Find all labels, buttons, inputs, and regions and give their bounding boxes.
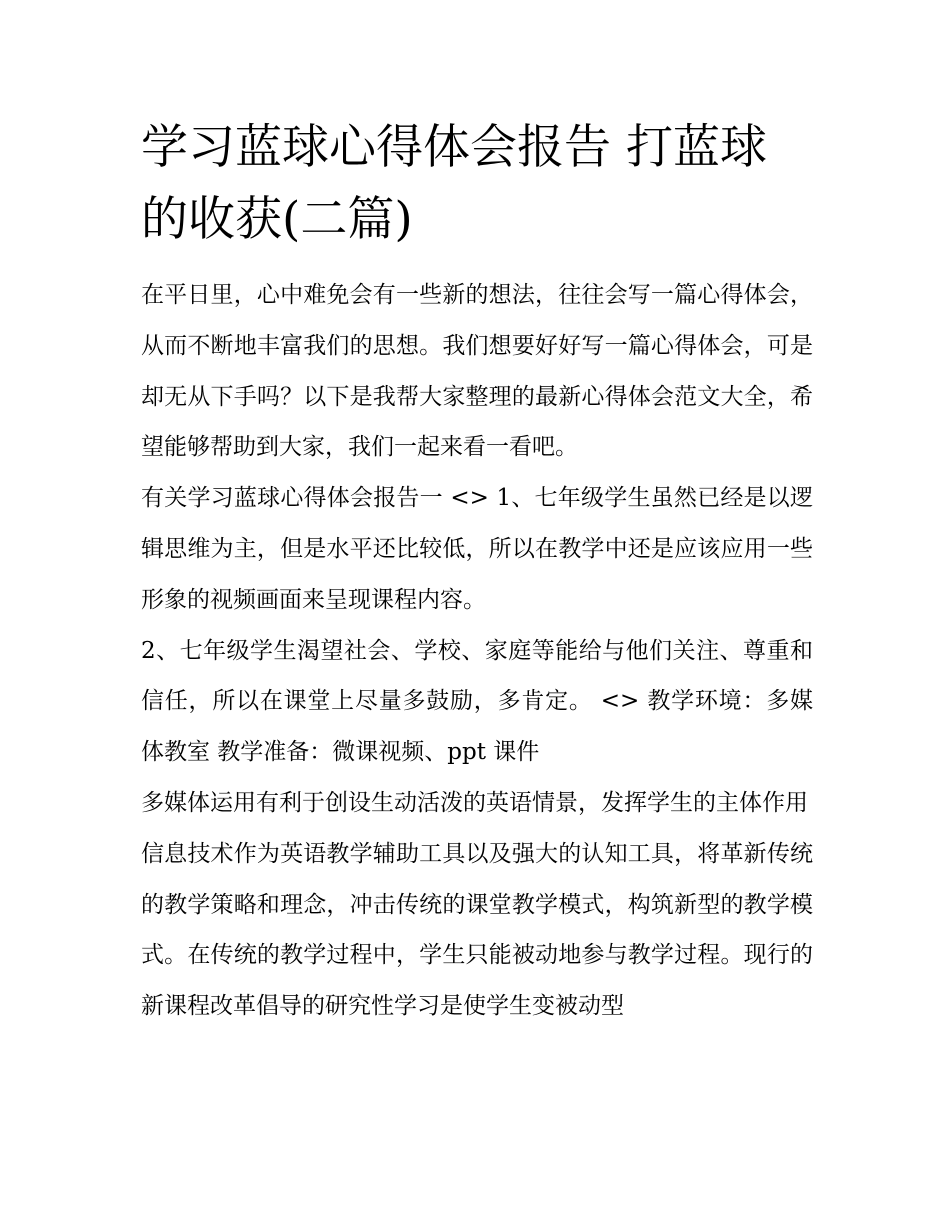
document-title: 学习蓝球心得体会报告 打蓝球的收获(二篇) xyxy=(141,120,767,247)
paragraph-point-two: 2、七年级学生渴望社会、学校、家庭等能给与他们关注、尊重和信任，所以在课堂上尽量多鼓励，多肯定。 <> 教学环境：多媒体教室 教学准备：微课视频、ppt 课件 xyxy=(141,637,813,766)
paragraph-information-technology: 信息技术作为英语教学辅助工具以及强大的认知工具，将革新传统的教学策略和理念，冲击传统的课堂教学模式，构筑新型的教学模式。在传统的教学过程中，学生只能被动地参与教学过程。现行的新课程改革倡导的研究性学习是使学生变被动型 xyxy=(141,840,813,1020)
document-body xyxy=(141,112,813,1032)
paragraph-multimedia: 多媒体运用有利于创设生动活泼的英语情景，发挥学生的主体作用 xyxy=(141,789,808,816)
intro-paragraph: 在平日里，心中难免会有一些新的想法，往往会写一篇心得体会，从而不断地丰富我们的思想。我们想要好好写一篇心得体会，可是却无从下手吗？以下是我帮大家整理的最新心得体会范文大全，希望能够帮助到大家，我们一起来看一看吧。 xyxy=(141,282,813,461)
paragraph-report-one: 有关学习蓝球心得体会报告一 <> 1、七年级学生虽然已经是以逻辑思维为主，但是水平还比较低，所以在教学中还是应该应用一些形象的视频画面来呈现课程内容。 xyxy=(141,485,813,613)
